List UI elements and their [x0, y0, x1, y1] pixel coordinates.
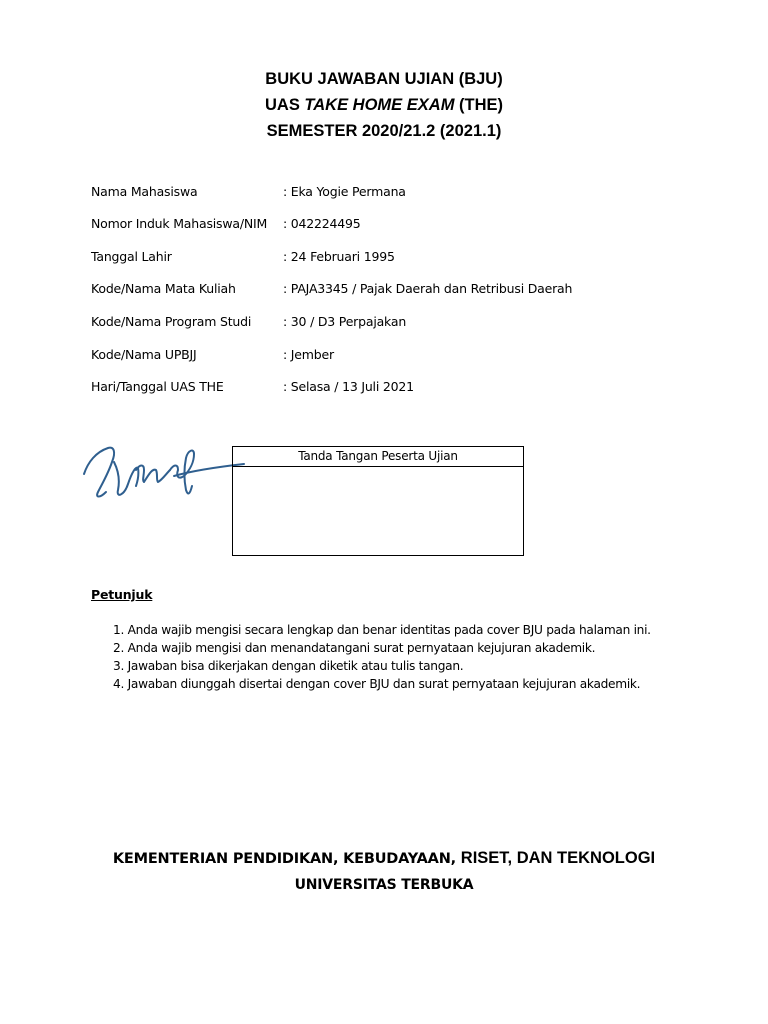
course-value: : PAJA3345 / Pajak Daerah dan Retribusi Daerah — [283, 281, 573, 296]
student-name-value: : Eka Yogie Permana — [283, 184, 406, 199]
instructions-list — [113, 621, 651, 693]
ministry-name — [0, 849, 768, 868]
upbjj-label: Kode/Nama UPBJJ — [91, 347, 197, 362]
instruction-item: 3. Jawaban bisa dikerjakan dengan diketik atau tulis tangan. — [113, 659, 464, 673]
ministry-name-part1: KEMENTERIAN PENDIDIKAN, KEBUDAYAAN, — [112, 851, 461, 867]
instruction-item: 4. Jawaban diunggah disertai dengan cover BJU dan surat pernyataan kejujuran akademik. — [113, 677, 641, 691]
exam-date-value: : Selasa / 13 Juli 2021 — [283, 379, 414, 394]
ministry-name-part2: RISET, DAN TEKNOLOGI — [460, 849, 656, 867]
nim-label: Nomor Induk Mahasiswa/NIM — [91, 216, 268, 231]
nim-value: : 042224495 — [283, 216, 361, 231]
study-program-label: Kode/Nama Program Studi — [91, 314, 252, 329]
student-name-label: Nama Mahasiswa — [91, 184, 198, 199]
instruction-item: 1. Anda wajib mengisi secara lengkap dan benar identitas pada cover BJU pada halaman ini. — [113, 623, 651, 637]
handwritten-signature — [78, 440, 248, 506]
exam-type-suffix: (THE) — [454, 96, 504, 114]
signature-box — [232, 446, 524, 556]
semester-title: SEMESTER 2020/21.2 (2021.1) — [266, 122, 502, 140]
course-label: Kode/Nama Mata Kuliah — [91, 281, 236, 296]
exam-date-label: Hari/Tanggal UAS THE — [91, 379, 224, 394]
signature-box-header: Tanda Tangan Peserta Ujian — [233, 447, 523, 467]
birth-date-value: : 24 Februari 1995 — [283, 249, 395, 264]
exam-type-italic: TAKE HOME EXAM — [304, 96, 455, 114]
instruction-item: 2. Anda wajib mengisi dan menandatangani surat pernyataan kejujuran akademik. — [113, 641, 596, 655]
university-name: UNIVERSITAS TERBUKA — [294, 877, 474, 893]
upbjj-value: : Jember — [283, 347, 334, 362]
exam-type-prefix: UAS — [264, 96, 305, 114]
instructions-heading: Petunjuk — [91, 587, 153, 602]
exam-type-title — [0, 92, 768, 118]
study-program-value: : 30 / D3 Perpajakan — [283, 314, 407, 329]
birth-date-label: Tanggal Lahir — [91, 249, 172, 264]
document-title: BUKU JAWABAN UJIAN (BJU) — [265, 70, 503, 88]
